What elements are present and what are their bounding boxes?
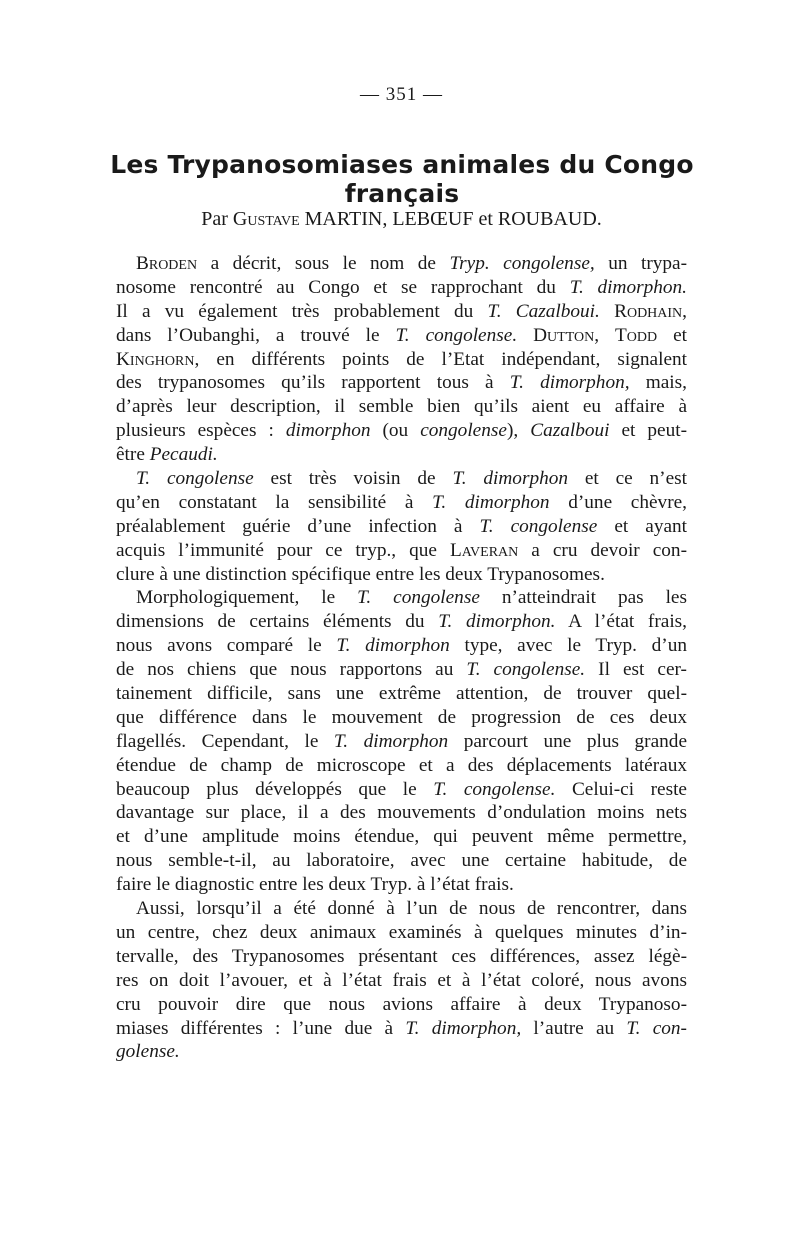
text-run xyxy=(600,301,614,322)
author-name: Todd xyxy=(615,324,658,346)
text-run: et ce n’est xyxy=(568,468,688,490)
text-line xyxy=(116,730,687,754)
text-line xyxy=(116,634,687,658)
text-run: tainement difficile, sans une extrême attention, de trouver quel- xyxy=(116,683,687,705)
text-line xyxy=(116,825,687,849)
text-run: d’après leur description, il semble bien qu’ils aient eu affaire à xyxy=(116,396,687,418)
text-run: plusieurs espèces : xyxy=(116,420,286,442)
text-run: Aussi, lorsqu’il a été donné à l’un de nous de rencontrer, dans xyxy=(136,898,687,920)
text-run: acquis l’immunité pour ce tryp., que xyxy=(116,539,450,561)
text-run: mais, xyxy=(629,372,687,394)
text-run: nous avons comparé le xyxy=(116,635,337,657)
text-run: a cru devoir con- xyxy=(518,539,687,561)
text-line xyxy=(116,706,687,730)
text-run: préalablement guérie d’une infection à xyxy=(116,515,480,537)
text-line xyxy=(116,348,687,372)
text-run: tervalle, des Trypanosomes présentant ces différences, assez légè- xyxy=(116,945,687,967)
text-run: que différence dans le mouvement de progression de ces deux xyxy=(116,706,687,728)
text-line xyxy=(116,586,687,610)
text-run: cru pouvoir dire que nous avions affaire à deux Trypanoso- xyxy=(116,993,687,1015)
text-run: (ou xyxy=(370,420,421,442)
italic-text: golense. xyxy=(116,1041,180,1063)
byline xyxy=(116,208,687,231)
text-run: des trypanosomes qu’ils rapportent tous à xyxy=(116,372,510,394)
italic-text: T. Cazalboui. xyxy=(487,300,600,322)
text-run: l’autre au xyxy=(521,1017,627,1039)
text-line xyxy=(116,873,687,897)
text-line xyxy=(116,610,687,634)
text-run: et ayant xyxy=(597,515,688,537)
text-line xyxy=(116,1017,687,1041)
italic-text: T. dimorphon xyxy=(336,635,450,657)
text-line xyxy=(116,467,687,491)
text-line xyxy=(116,849,687,873)
text-run: nosome rencontré au Congo et se rapprochant du xyxy=(116,276,570,298)
italic-text: T. dimorphon xyxy=(452,468,569,490)
author-name: Broden xyxy=(136,253,198,274)
text-run: qu’en constatant la sensibilité à xyxy=(116,491,433,513)
text-line xyxy=(116,1040,687,1064)
italic-text: T. congolense xyxy=(136,468,254,490)
text-run: d’une chèvre, xyxy=(549,491,687,513)
text-run: dans l’Oubanghi, a trouvé le xyxy=(116,324,396,346)
italic-text: dimorphon xyxy=(285,420,371,442)
italic-text: T. con- xyxy=(626,1017,687,1039)
text-line xyxy=(116,682,687,706)
author-name: Rodhain, xyxy=(614,300,687,322)
italic-text: T. dimorphon xyxy=(432,491,550,513)
text-line xyxy=(116,945,687,969)
text-run: res on doit l’avouer, et à l’état frais et à l’état coloré, nous avons xyxy=(116,969,687,991)
text-run: davantage sur place, il a des mouvements d’ondulation moins nets xyxy=(116,802,687,824)
text-run: être xyxy=(116,444,150,466)
article-title: Les Trypanosomiases animales du Congo français xyxy=(110,150,694,208)
text-line xyxy=(116,539,687,563)
text-run: , xyxy=(594,324,616,346)
author-name: Kinghorn xyxy=(116,348,195,370)
text-run: et peut- xyxy=(609,420,688,442)
text-line xyxy=(116,563,687,587)
italic-text: T. congolense. xyxy=(433,778,556,800)
text-line xyxy=(116,993,687,1017)
byline-first-author: Gustave xyxy=(232,208,300,230)
text-run: type, avec le Tryp. d’un xyxy=(449,635,688,657)
text-run: un centre, chez deux animaux examinés à quelques minutes d’in- xyxy=(116,921,687,943)
text-run: est très voisin de xyxy=(253,468,453,490)
text-line xyxy=(116,801,687,825)
text-run: A l’état frais, xyxy=(555,611,687,633)
text-line xyxy=(116,371,687,395)
text-line xyxy=(116,443,687,467)
text-line xyxy=(116,897,687,921)
text-run: n’atteindrait pas les xyxy=(479,587,687,609)
text-line xyxy=(116,419,687,443)
text-run: et d’une amplitude moins étendue, qui peuvent même permettre, xyxy=(116,826,687,848)
italic-text: T. congolense xyxy=(479,515,598,537)
text-run: nous semble-t-il, au laboratoire, avec une certaine habitude, de xyxy=(116,850,687,872)
text-line xyxy=(116,658,687,682)
text-run: Morphologiquement, le xyxy=(136,587,358,609)
text-run: miases différentes : l’une due à xyxy=(116,1017,406,1039)
italic-text: T. dimorphon. xyxy=(438,611,556,633)
text-line xyxy=(116,778,687,802)
text-line xyxy=(116,395,687,419)
text-run: , en différents points de l’Etat indépendant, signalent xyxy=(194,348,687,370)
italic-text: T. congolense xyxy=(357,587,480,609)
text-run: faire le diagnostic entre les deux Tryp. à l’état frais. xyxy=(116,874,514,896)
italic-text: T. congolense. xyxy=(466,659,586,681)
text-run: beaucoup plus développés que le xyxy=(116,778,434,800)
text-run xyxy=(517,325,533,346)
text-line xyxy=(116,491,687,515)
text-run: dimensions de certains éléments du xyxy=(116,611,439,633)
text-line xyxy=(116,252,687,276)
article-body xyxy=(116,252,687,1064)
text-run: a décrit, sous le nom de xyxy=(197,253,450,274)
italic-text: T. dimorphon xyxy=(333,730,449,752)
text-run: Il est cer- xyxy=(585,659,687,681)
author-name: Laveran xyxy=(449,539,519,561)
text-line xyxy=(116,754,687,778)
byline-rest: MARTIN, LEBŒUF et ROUBAUD. xyxy=(299,208,602,230)
text-run: un trypa- xyxy=(594,253,687,274)
text-run: et xyxy=(657,324,687,346)
byline-prefix: Par xyxy=(201,208,233,230)
text-line xyxy=(116,276,687,300)
italic-text: T. dimorphon. xyxy=(569,276,687,298)
italic-text: T. dimorphon, xyxy=(509,372,630,394)
text-run: clure à une distinction spécifique entre les deux Trypanosomes. xyxy=(116,563,605,585)
text-run: ), xyxy=(506,420,531,442)
text-run: étendue de champ de microscope et a des déplacements latéraux xyxy=(116,754,687,776)
italic-text: Pecaudi. xyxy=(149,444,218,466)
italic-text: congolense xyxy=(420,420,507,442)
italic-text: Tryp. congolense, xyxy=(449,253,595,274)
text-line xyxy=(116,324,687,348)
text-run: parcourt une plus grande xyxy=(448,730,688,752)
italic-text: T. dimorphon, xyxy=(405,1017,522,1039)
author-name: Dutton xyxy=(533,324,595,346)
text-run: Il a vu également très probablement du xyxy=(116,300,488,322)
text-run: flagellés. Cependant, le xyxy=(116,730,334,752)
italic-text: T. congolense. xyxy=(395,324,518,346)
italic-text: Cazalboui xyxy=(530,420,610,442)
page-number: — 351 — xyxy=(360,84,443,105)
text-run: de nos chiens que nous rapportons au xyxy=(116,659,467,681)
text-line xyxy=(116,515,687,539)
text-run: Celui-ci reste xyxy=(555,778,687,800)
text-line xyxy=(116,921,687,945)
text-line xyxy=(116,969,687,993)
text-line xyxy=(116,300,687,324)
